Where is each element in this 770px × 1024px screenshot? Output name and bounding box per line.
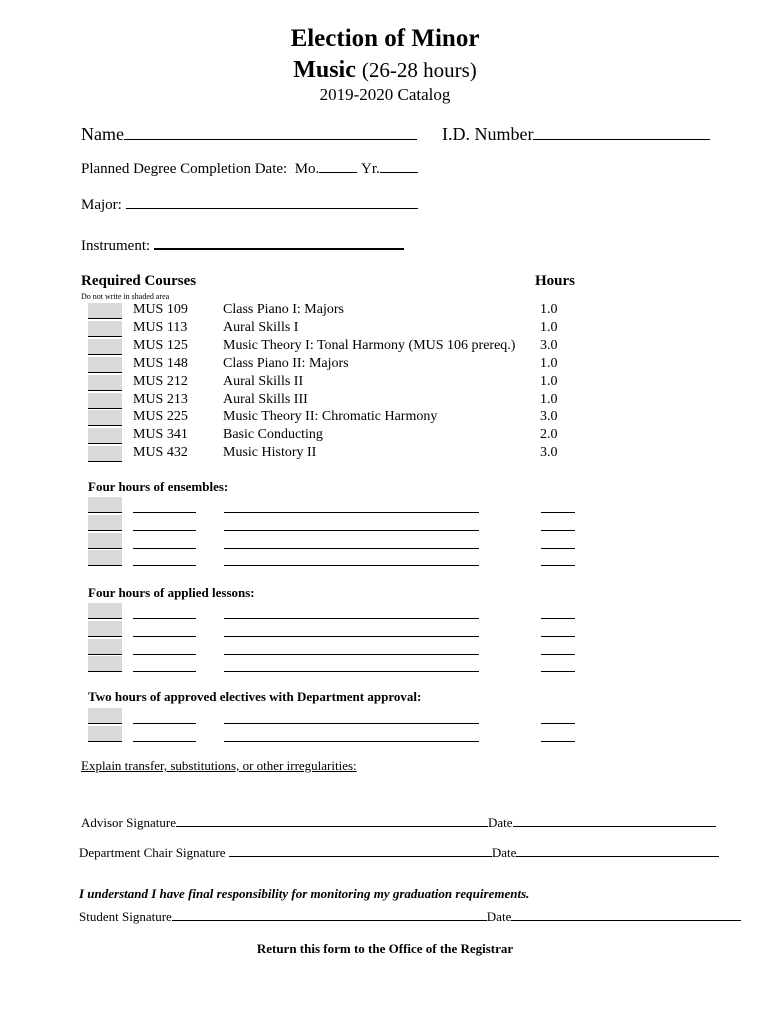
ensemble-hours-input-line[interactable]: [541, 512, 575, 513]
electives-heading: Two hours of approved electives with Department approval:: [88, 689, 422, 704]
course-title: Music Theory I: Tonal Harmony (MUS 106 prereq.): [223, 338, 516, 353]
ensemble-shaded-box: [88, 515, 122, 531]
ensemble-shaded-box: [88, 550, 122, 566]
applied-lesson-title-input-line[interactable]: [224, 618, 479, 619]
course-hours: 3.0: [540, 409, 558, 424]
subtitle-main: Music: [293, 57, 356, 83]
elective-shaded-box: [88, 708, 122, 724]
applied-lesson-shaded-box: [88, 656, 122, 672]
form-title: Election of Minor: [290, 25, 480, 52]
instrument-input-line[interactable]: [154, 248, 404, 250]
ensemble-hours-input-line[interactable]: [541, 530, 575, 531]
ensemble-title-input-line[interactable]: [224, 530, 479, 531]
id-field: [442, 124, 710, 145]
applied-lessons-heading: Four hours of applied lessons:: [88, 585, 255, 600]
course-hours: 1.0: [540, 320, 558, 335]
year-label: Yr.: [361, 161, 380, 177]
course-hours: 1.0: [540, 374, 558, 389]
course-code: MUS 109: [133, 302, 188, 317]
major-field: [81, 197, 418, 214]
name-label: Name: [81, 124, 124, 144]
elective-course-input-line[interactable]: [133, 723, 196, 724]
form-subtitle: [0, 57, 770, 84]
course-title: Music History II: [223, 445, 317, 460]
explain-label: Explain transfer, substitutions, or other irregularities:: [81, 758, 357, 773]
applied-lesson-title-input-line[interactable]: [224, 636, 479, 637]
course-code: MUS 341: [133, 427, 188, 442]
course-hours: 1.0: [540, 392, 558, 407]
elective-hours-input-line[interactable]: [541, 723, 575, 724]
ensemble-course-input-line[interactable]: [133, 548, 196, 549]
advisor-signature-line[interactable]: [176, 826, 488, 827]
id-input-line[interactable]: [533, 139, 710, 140]
major-label: Major:: [81, 197, 122, 213]
student-signature-label: Student Signature: [79, 909, 172, 924]
student-date-line[interactable]: [511, 920, 741, 921]
planned-date-field: [81, 161, 418, 178]
shaded-entry-box: [88, 339, 122, 355]
ensemble-hours-input-line[interactable]: [541, 548, 575, 549]
shaded-entry-box: [88, 303, 122, 319]
ensemble-title-input-line[interactable]: [224, 512, 479, 513]
chair-signature-field: [79, 845, 719, 861]
course-code: MUS 225: [133, 409, 188, 424]
applied-lesson-course-input-line[interactable]: [133, 636, 196, 637]
course-hours: 1.0: [540, 302, 558, 317]
catalog-year: 2019-2020 Catalog: [319, 85, 451, 104]
applied-lesson-hours-input-line[interactable]: [541, 654, 575, 655]
ensembles-heading: Four hours of ensembles:: [88, 479, 229, 494]
shaded-entry-box: [88, 410, 122, 426]
course-title: Aural Skills II: [223, 374, 304, 389]
major-input-line[interactable]: [126, 208, 418, 209]
shaded-area-note: Do not write in shaded area: [81, 292, 170, 301]
advisor-date-line[interactable]: [513, 826, 716, 827]
applied-lesson-title-input-line[interactable]: [224, 654, 479, 655]
course-title: Basic Conducting: [223, 427, 323, 442]
student-date-label: Date: [486, 909, 512, 924]
course-hours: 3.0: [540, 338, 558, 353]
ensemble-title-input-line[interactable]: [224, 548, 479, 549]
applied-lesson-hours-input-line[interactable]: [541, 618, 575, 619]
elective-hours-input-line[interactable]: [541, 741, 575, 742]
course-title: Music Theory II: Chromatic Harmony: [223, 409, 438, 424]
ensemble-shaded-box: [88, 497, 122, 513]
shaded-entry-box: [88, 446, 122, 462]
shaded-entry-box: [88, 393, 122, 409]
applied-lesson-shaded-box: [88, 603, 122, 619]
advisor-signature-label: Advisor Signature: [81, 815, 176, 830]
year-input-line[interactable]: [380, 172, 418, 173]
applied-lesson-hours-input-line[interactable]: [541, 636, 575, 637]
course-code: MUS 113: [133, 320, 188, 335]
id-label: I.D. Number: [442, 124, 534, 144]
course-code: MUS 212: [133, 374, 188, 389]
applied-lesson-course-input-line[interactable]: [133, 618, 196, 619]
student-signature-field: [79, 909, 741, 925]
course-hours: 2.0: [540, 427, 558, 442]
return-instructions: Return this form to the Office of the Registrar: [256, 941, 514, 956]
required-courses-heading: Required Courses: [81, 273, 197, 289]
chair-signature-label: Department Chair Signature: [79, 845, 226, 860]
name-field: [81, 124, 417, 145]
student-signature-line[interactable]: [172, 920, 487, 921]
applied-lesson-course-input-line[interactable]: [133, 671, 196, 672]
course-hours: 1.0: [540, 356, 558, 371]
elective-course-input-line[interactable]: [133, 741, 196, 742]
ensemble-hours-input-line[interactable]: [541, 565, 575, 566]
course-hours: 3.0: [540, 445, 558, 460]
ensemble-title-input-line[interactable]: [224, 565, 479, 566]
planned-date-label: Planned Degree Completion Date:: [81, 161, 288, 177]
month-label: Mo.: [294, 161, 320, 177]
advisor-date-label: Date: [487, 815, 513, 830]
applied-lesson-hours-input-line[interactable]: [541, 671, 575, 672]
course-code: MUS 125: [133, 338, 188, 353]
responsibility-statement: I understand I have final responsibility for monitoring my graduation requirements.: [79, 886, 530, 901]
chair-date-line[interactable]: [516, 856, 719, 857]
hours-heading: Hours: [535, 273, 576, 289]
shaded-entry-box: [88, 357, 122, 373]
applied-lesson-title-input-line[interactable]: [224, 671, 479, 672]
instrument-field: [81, 238, 404, 255]
shaded-entry-box: [88, 428, 122, 444]
elective-shaded-box: [88, 726, 122, 742]
ensemble-course-input-line[interactable]: [133, 530, 196, 531]
course-title: Class Piano II: Majors: [223, 356, 349, 371]
advisor-signature-field: [81, 815, 716, 831]
course-code: MUS 213: [133, 392, 188, 407]
chair-date-label: Date: [491, 845, 517, 860]
ensemble-course-input-line[interactable]: [133, 512, 196, 513]
chair-signature-line[interactable]: [229, 856, 492, 857]
ensemble-shaded-box: [88, 533, 122, 549]
name-input-line[interactable]: [124, 139, 417, 140]
elective-title-input-line[interactable]: [224, 741, 479, 742]
course-code: MUS 148: [133, 356, 188, 371]
course-code: MUS 432: [133, 445, 188, 460]
applied-lesson-shaded-box: [88, 639, 122, 655]
instrument-label: Instrument:: [81, 238, 151, 254]
course-title: Aural Skills I: [223, 320, 299, 335]
ensemble-course-input-line[interactable]: [133, 565, 196, 566]
course-title: Aural Skills III: [223, 392, 308, 407]
month-input-line[interactable]: [319, 172, 357, 173]
elective-title-input-line[interactable]: [224, 723, 479, 724]
applied-lesson-course-input-line[interactable]: [133, 654, 196, 655]
applied-lesson-shaded-box: [88, 621, 122, 637]
subtitle-hours: (26-28 hours): [361, 58, 477, 82]
shaded-entry-box: [88, 321, 122, 337]
course-title: Class Piano I: Majors: [223, 302, 344, 317]
shaded-entry-box: [88, 375, 122, 391]
